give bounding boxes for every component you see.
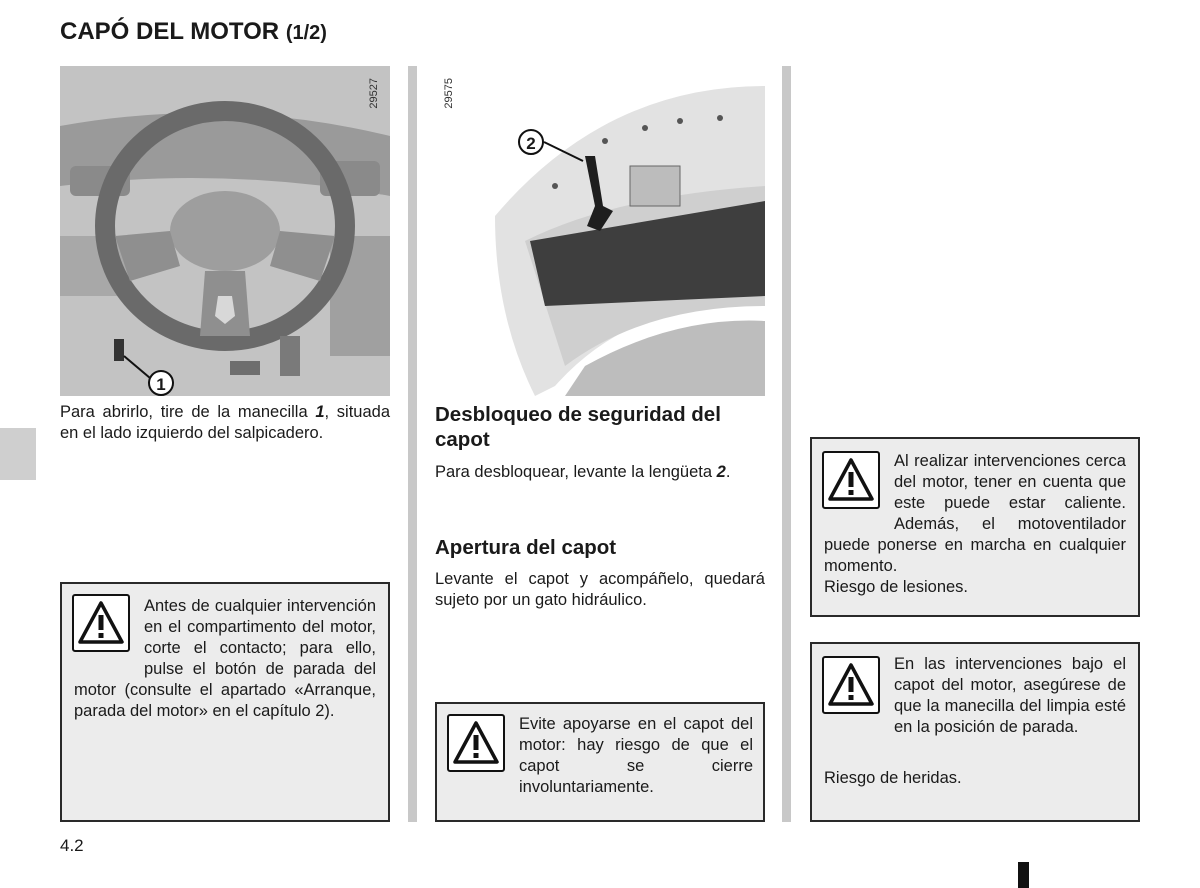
opening-paragraph: Levante el capot y acompáñelo, quedará sujeto por un gato hidráulico.	[435, 570, 765, 609]
intro-paragraph	[60, 402, 390, 444]
dashboard-illustration	[60, 66, 390, 396]
reference-number: 2	[716, 463, 726, 481]
text-fragment: .	[725, 463, 731, 481]
page-title	[60, 18, 327, 46]
warning-text: Evite apoyarse en el capot del motor: hay riesgo de que el capot se cierre involuntariamente.	[519, 715, 753, 796]
warning-text: Antes de cualquier intervención en el compartimento del motor, corte el contacto; para ello, pulse el botón de parada del motor (consulte el apartado «Arranque, parada del motor» en el capítulo 2).	[74, 597, 376, 720]
reference-number: 1	[315, 403, 325, 421]
safety-release-paragraph	[435, 462, 765, 483]
column-divider-right	[782, 66, 791, 822]
title-text: CAPÓ DEL MOTOR	[60, 18, 280, 45]
heading-safety-release: Desbloqueo de seguridad del capot	[435, 403, 721, 451]
figure-code: 29575	[443, 78, 455, 109]
warning-risk-line: Riesgo de lesiones.	[824, 578, 969, 596]
hood-illustration	[435, 66, 765, 396]
text-fragment: Para desbloquear, levante la lengüeta	[435, 463, 717, 481]
text-fragment: , situada en el lado izquierdo del salpicadero.	[60, 403, 391, 442]
figure-hood	[435, 66, 765, 396]
text-fragment: Para abrirlo, tire de la manecilla	[60, 403, 316, 421]
page-number: 4.2	[60, 836, 84, 855]
warning-box-ignition	[60, 582, 390, 822]
warning-box-lean	[435, 702, 765, 822]
callout-2: 2	[518, 129, 544, 155]
heading-opening: Apertura del capot	[435, 536, 617, 559]
warning-text: En las intervenciones bajo el capot del motor, asegúrese de que la manecilla del limpia esté en la posición de parada.	[894, 655, 1126, 736]
figure-code: 29527	[368, 78, 380, 109]
section-tab	[0, 428, 36, 480]
warning-risk-line: Riesgo de heridas.	[824, 769, 962, 787]
footer-marker	[1018, 862, 1029, 888]
column-divider-left	[408, 66, 417, 822]
warning-box-hot-engine	[810, 437, 1140, 617]
callout-1: 1	[148, 370, 174, 396]
warning-text: Al realizar intervenciones cerca del motor, tener en cuenta que este puede estar caliente. Además, el motoventilador puede ponerse en marcha en cualquier momento.	[824, 452, 1126, 575]
title-part: (1/2)	[285, 22, 327, 44]
warning-box-wiper	[810, 642, 1140, 822]
figure-dashboard	[60, 66, 390, 396]
warning-triangle-icon	[447, 714, 505, 772]
